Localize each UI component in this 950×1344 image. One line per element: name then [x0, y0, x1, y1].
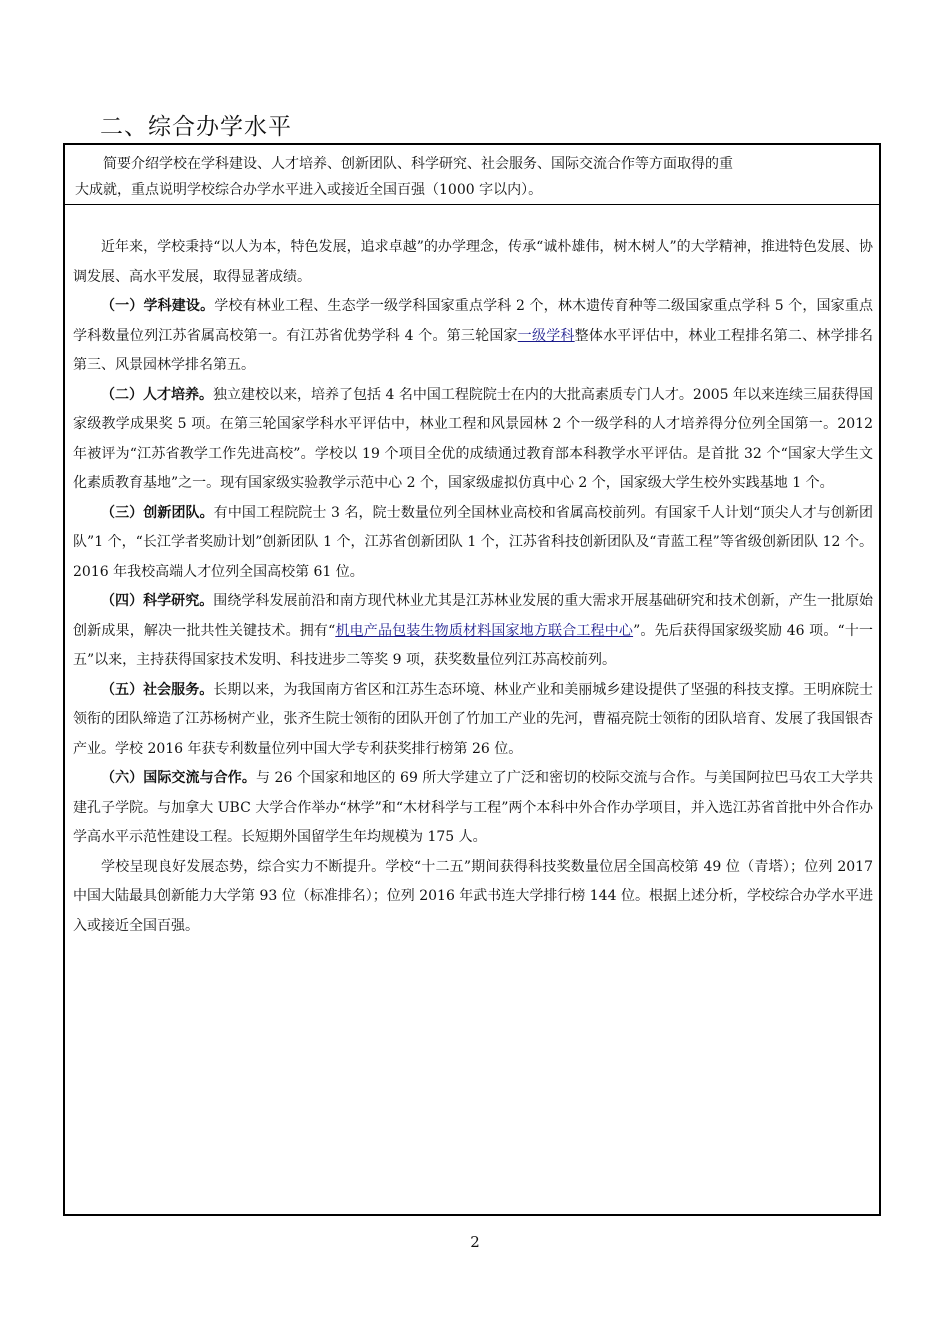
- item-discipline-construction: [73, 292, 873, 381]
- item-heading: （四）科学研究。: [101, 593, 214, 609]
- item-social-service: [73, 676, 873, 765]
- section-title: 二、综合办学水平: [100, 114, 292, 140]
- page-number: 2: [470, 1233, 480, 1251]
- item-heading: （三）创新团队。: [101, 504, 214, 521]
- answer-cell: [73, 233, 873, 941]
- conclusion-paragraph: 学校呈现良好发展态势，综合实力不断提升。学校“十二五”期间获得科技奖数量位居全国高校第 49 位（青塔）；位列 2017 中国大陆最具创新能力大学第 93 位（标准排名）；位列 2016 年武书连大学排行榜 144 位。根据上述分析，学校综合办学水平进入或接近全国百强。: [73, 858, 873, 934]
- instruction-cell: [65, 145, 879, 205]
- item-heading: （一）学科建设。: [101, 298, 215, 314]
- item-text: ”。先后获得国家级奖励 46 项。“十一五”以来，主持获得国家技术发明、科技进步二等奖 9 项，获奖数量位列江苏高校前列。: [73, 622, 874, 668]
- item-text: 围绕学科发展前沿和南方现代林业尤其是江苏林业发展的重大需求开展基础研究和技术创新，产生一批原始创新成果，解决一批共性关键技术。拥有“: [73, 593, 873, 639]
- item-heading: （五）社会服务。: [101, 681, 214, 698]
- item-international-cooperation: [73, 764, 873, 853]
- item-heading: （二）人才培养。: [101, 386, 214, 403]
- item-text: 与 26 个国家和地区的 69 所大学建立了广泛和密切的校际交流与合作。与美国阿拉巴马农工大学共建孔子学院。与加拿大 UBC 大学合作举办“林学”和“木材科学与工程”两个本科中外合作办学项目，并入选江苏省首批中外合作办学高水平示范性建设工程。长短期外国留学生年均规模为 175 人。: [73, 770, 873, 845]
- item-innovation-teams: [73, 499, 873, 588]
- item-heading: （六）国际交流与合作。: [101, 770, 256, 786]
- instruction-line-2: 大成就，重点说明学校综合办学水平进入或接近全国百强（1000 字以内）。: [75, 182, 543, 198]
- item-talent-cultivation: [73, 381, 873, 499]
- item-text: 整体水平评估中，林业工程排名第二、林学排名第三、风景园林学排名第五。: [73, 327, 874, 373]
- intro-paragraph: 近年来，学校秉持“以人为本，特色发展，追求卓越”的办学理念，传承“诚朴雄伟，树木树人”的大学精神，推进特色发展、协调发展、高水平发展，取得显著成绩。: [73, 239, 873, 285]
- instruction-line-1: 简要介绍学校在学科建设、人才培养、创新团队、科学研究、社会服务、国际交流合作等方面取得的重: [103, 156, 733, 172]
- engineering-center-link[interactable]: 机电产品包装生物质材料国家地方联合工程中心: [335, 622, 634, 639]
- content-table: [63, 143, 881, 1216]
- item-text: 有中国工程院院士 3 名，院士数量位列全国林业高校和省属高校前列。有国家千人计划“顶尖人才与创新团队”1 个，“长江学者奖励计划”创新团队 1 个，江苏省创新团队 1 个，江苏省科技创新团队及“青蓝工程”等省级创新团队 12 个。2016 年我校高端人才位列全国高校第 61 位。: [73, 504, 873, 580]
- first-level-discipline-link[interactable]: 一级学科: [517, 327, 575, 344]
- item-text: 独立建校以来，培养了包括 4 名中国工程院院士在内的大批高素质专门人才。2005 年以来连续三届获得国家级教学成果奖 5 项。在第三轮国家学科水平评估中，林业工程和风景园林 2 个一级学科的人才培养得分位列全国第一。2012 年被评为“江苏省教学工作先进高校”。学校以 19 个项目全优的成绩通过教育部本科教学水平评估。是首批 32 个“国家大学生文化素质教育基地”之一。现有国家级实验教学示范中心 2 个，国家级虚拟仿真中心 2 个，国家级大学生校外实践基地 1 个。: [73, 386, 874, 491]
- item-scientific-research: [73, 587, 873, 676]
- item-text: 长期以来，为我国南方省区和江苏生态环境、林业产业和美丽城乡建设提供了坚强的科技支撑。王明庥院士领衔的团队缔造了江苏杨树产业，张齐生院士领衔的团队开创了竹加工产业的先河，曹福亮院士领衔的团队培育、发展了我国银杏产业。学校 2016 年获专利数量位列中国大学专利获奖排行榜第 26 位。: [73, 681, 873, 757]
- item-text: 学校有林业工程、生态学一级学科国家重点学科 2 个，林木遗传育种等二级国家重点学科 5 个，国家重点学科数量位列江苏省属高校第一。有江苏省优势学科 4 个。第三轮国家: [73, 298, 873, 344]
